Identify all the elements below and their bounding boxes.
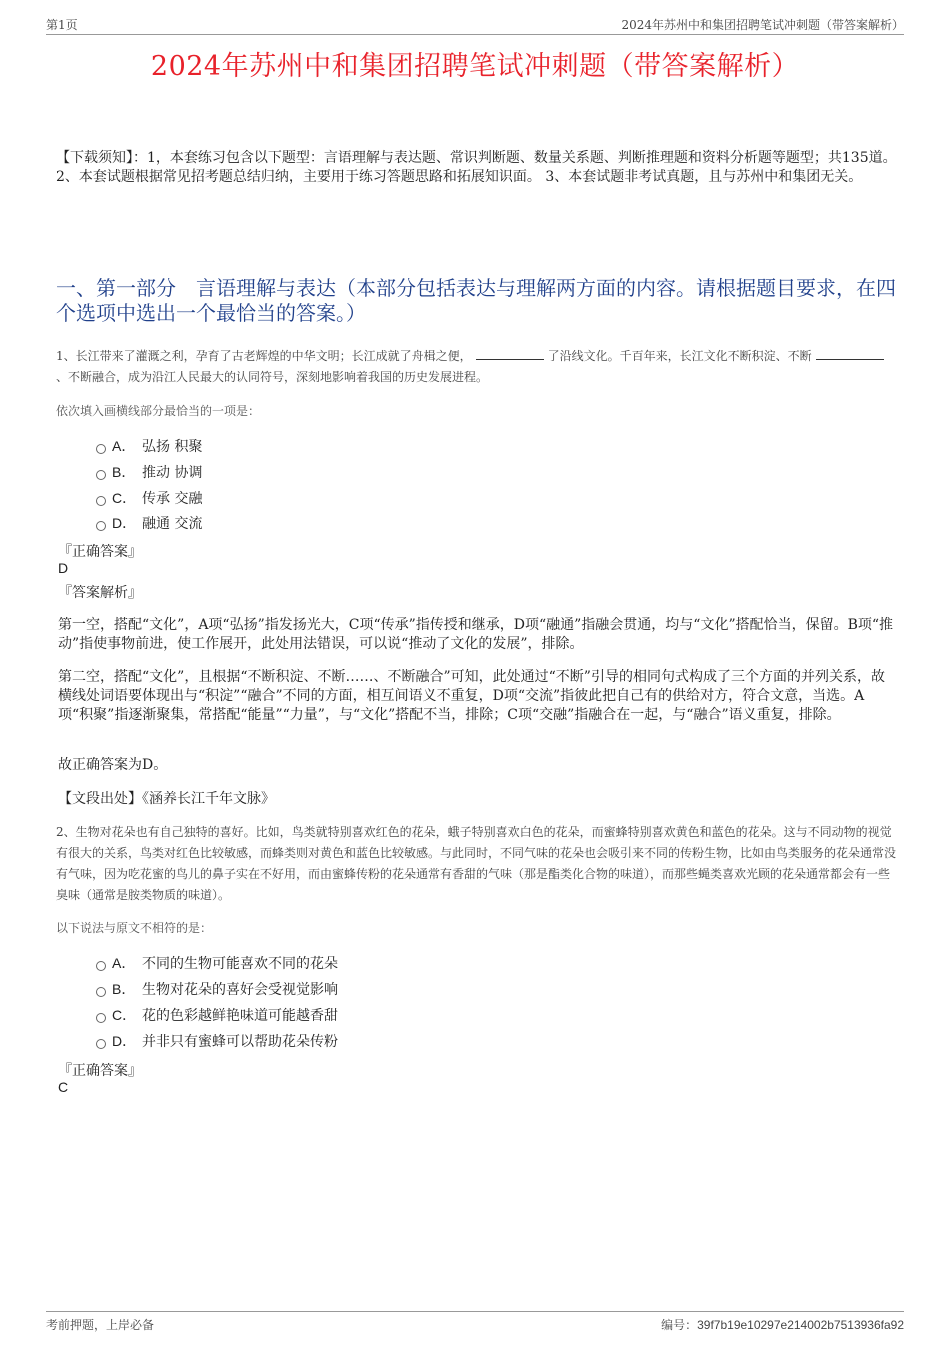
section-heading: 一、第一部分 言语理解与表达（本部分包括表达与理解两方面的内容。请根据题目要求，在四个选项中选出一个最恰当的答案。）	[56, 276, 896, 325]
page-number: 第1页	[46, 18, 78, 32]
option-letter: C．	[112, 490, 137, 506]
radio-icon[interactable]	[96, 961, 106, 971]
option-letter: D．	[112, 515, 137, 531]
q2-option-d[interactable]	[96, 1031, 338, 1051]
q1-correct-answer: D	[58, 560, 69, 576]
document-title: 2024年苏州中和集团招聘笔试冲刺题（带答案解析）	[150, 51, 800, 82]
q1-text-part-a: 1、长江带来了灌溉之利，孕育了古老辉煌的中华文明；长江成就了舟楫之便，	[56, 349, 472, 363]
download-notice: 【下载须知】：1，本套练习包含以下题型：言语理解与表达题、常识判断题、数量关系题、判断推理题和资料分析题等题型；共135道。 2、本套试题根据常见招考题总结归纳，主要用于练习答题思路和拓展知识面。 3、本套试题非考试真题，且与苏州中和集团无关。	[56, 150, 897, 185]
question-2-prompt: 以下说法与原文不相符的是：	[56, 921, 213, 935]
option-text: 不同的生物可能喜欢不同的花朵	[142, 956, 338, 972]
radio-icon[interactable]	[96, 1013, 106, 1023]
q1-analysis-label: 『答案解析』	[58, 585, 142, 601]
question-1-text	[56, 346, 898, 388]
q2-option-c[interactable]	[96, 1005, 338, 1025]
q1-analysis-conclusion: 故正确答案为D。	[58, 757, 168, 773]
fill-blank	[816, 346, 884, 360]
radio-icon[interactable]	[96, 521, 106, 531]
q2-correct-answer: C	[58, 1079, 69, 1095]
q2-correct-label: 『正确答案』	[58, 1063, 142, 1079]
footer-id-value: 39f7b19e10297e214002b7513936fa92	[697, 1318, 904, 1332]
radio-icon[interactable]	[96, 470, 106, 480]
radio-icon[interactable]	[96, 1039, 106, 1049]
option-text: 融通 交流	[142, 516, 203, 532]
option-text: 生物对花朵的喜好会受视觉影响	[142, 982, 338, 998]
footer-id-label: 编号：	[661, 1318, 698, 1332]
radio-icon[interactable]	[96, 444, 106, 454]
fill-blank	[476, 346, 544, 360]
footer-slogan: 考前押题，上岸必备	[46, 1318, 155, 1332]
option-text: 花的色彩越鲜艳味道可能越香甜	[142, 1008, 338, 1024]
option-letter: D．	[112, 1033, 137, 1049]
q1-option-b[interactable]	[96, 462, 202, 482]
option-text: 传承 交融	[142, 491, 203, 507]
radio-icon[interactable]	[96, 496, 106, 506]
radio-icon[interactable]	[96, 987, 106, 997]
q2-option-b[interactable]	[96, 979, 338, 999]
q2-option-a[interactable]	[96, 953, 338, 973]
option-letter: A．	[112, 955, 136, 971]
header-doc-title: 2024年苏州中和集团招聘笔试冲刺题（带答案解析）	[621, 18, 904, 32]
question-2-text: 2、生物对花朵也有自己独特的喜好。比如，鸟类就特别喜欢红色的花朵，蛾子特别喜欢白色的花朵，而蜜蜂特别喜欢黄色和蓝色的花朵。这与不同动物的视觉有很大的关系，鸟类对红色比较敏感，而蜂类则对黄色和蓝色比较敏感。与此同时，不同气味的花朵也会吸引来不同的传粉生物，比如由鸟类服务的花朵通常没有气味，因为吃花蜜的鸟儿的鼻子实在不好用，而由蜜蜂传粉的花朵通常有香甜的气味（那是酯类化合物的味道），而那些蝇类喜欢光顾的花朵通常都会有一些臭味（通常是胺类物质的味道）。	[56, 825, 897, 902]
option-letter: B．	[112, 464, 136, 480]
q1-text-part-c: 、不断融合，成为沿江人民最大的认同符号，深刻地影响着我国的历史发展进程。	[56, 370, 489, 384]
q1-analysis-paragraph-2: 第二空，搭配“文化”，且根据“不断积淀、不断……、不断融合”可知，此处通过“不断”引导的相同句式构成了三个方面的并列关系，故横线处词语要体现出与“积淀”“融合”不同的方面，相互间语义不重复，D项“交流”指彼此把自己有的供给对方，符合文意，当选。A项“积聚”指逐渐聚集，常搭配“能量”“力量”，与“文化”搭配不当，排除；C项“交融”指融合在一起，与“融合”语义重复，排除。	[58, 669, 885, 723]
option-text: 推动 协调	[142, 465, 203, 481]
question-1-prompt: 依次填入画横线部分最恰当的一项是：	[56, 404, 261, 418]
q1-correct-label: 『正确答案』	[58, 544, 142, 560]
page-footer	[46, 1311, 904, 1336]
page-header	[46, 14, 904, 35]
q1-option-c[interactable]	[96, 488, 202, 508]
option-letter: A．	[112, 438, 136, 454]
q1-analysis-paragraph-1: 第一空，搭配“文化”，A项“弘扬”指发扬光大，C项“传承”指传授和继承，D项“融通”指融会贯通，均与“文化”搭配恰当，保留。B项“推动”指使事物前进，使工作展开，此处用法错误，可以说“推动了文化的发展”，排除。	[58, 617, 894, 652]
q1-source: 【文段出处】《涵养长江千年文脉》	[58, 791, 275, 807]
footer-id	[661, 1316, 904, 1333]
q1-option-a[interactable]	[96, 436, 202, 456]
option-text: 并非只有蜜蜂可以帮助花朵传粉	[142, 1034, 338, 1050]
q1-option-d[interactable]	[96, 513, 202, 533]
option-text: 弘扬 积聚	[142, 439, 203, 455]
option-letter: B．	[112, 981, 136, 997]
option-letter: C．	[112, 1007, 137, 1023]
q1-text-part-b: 了沿线文化。千百年来，长江文化不断积淀、不断	[547, 349, 812, 363]
